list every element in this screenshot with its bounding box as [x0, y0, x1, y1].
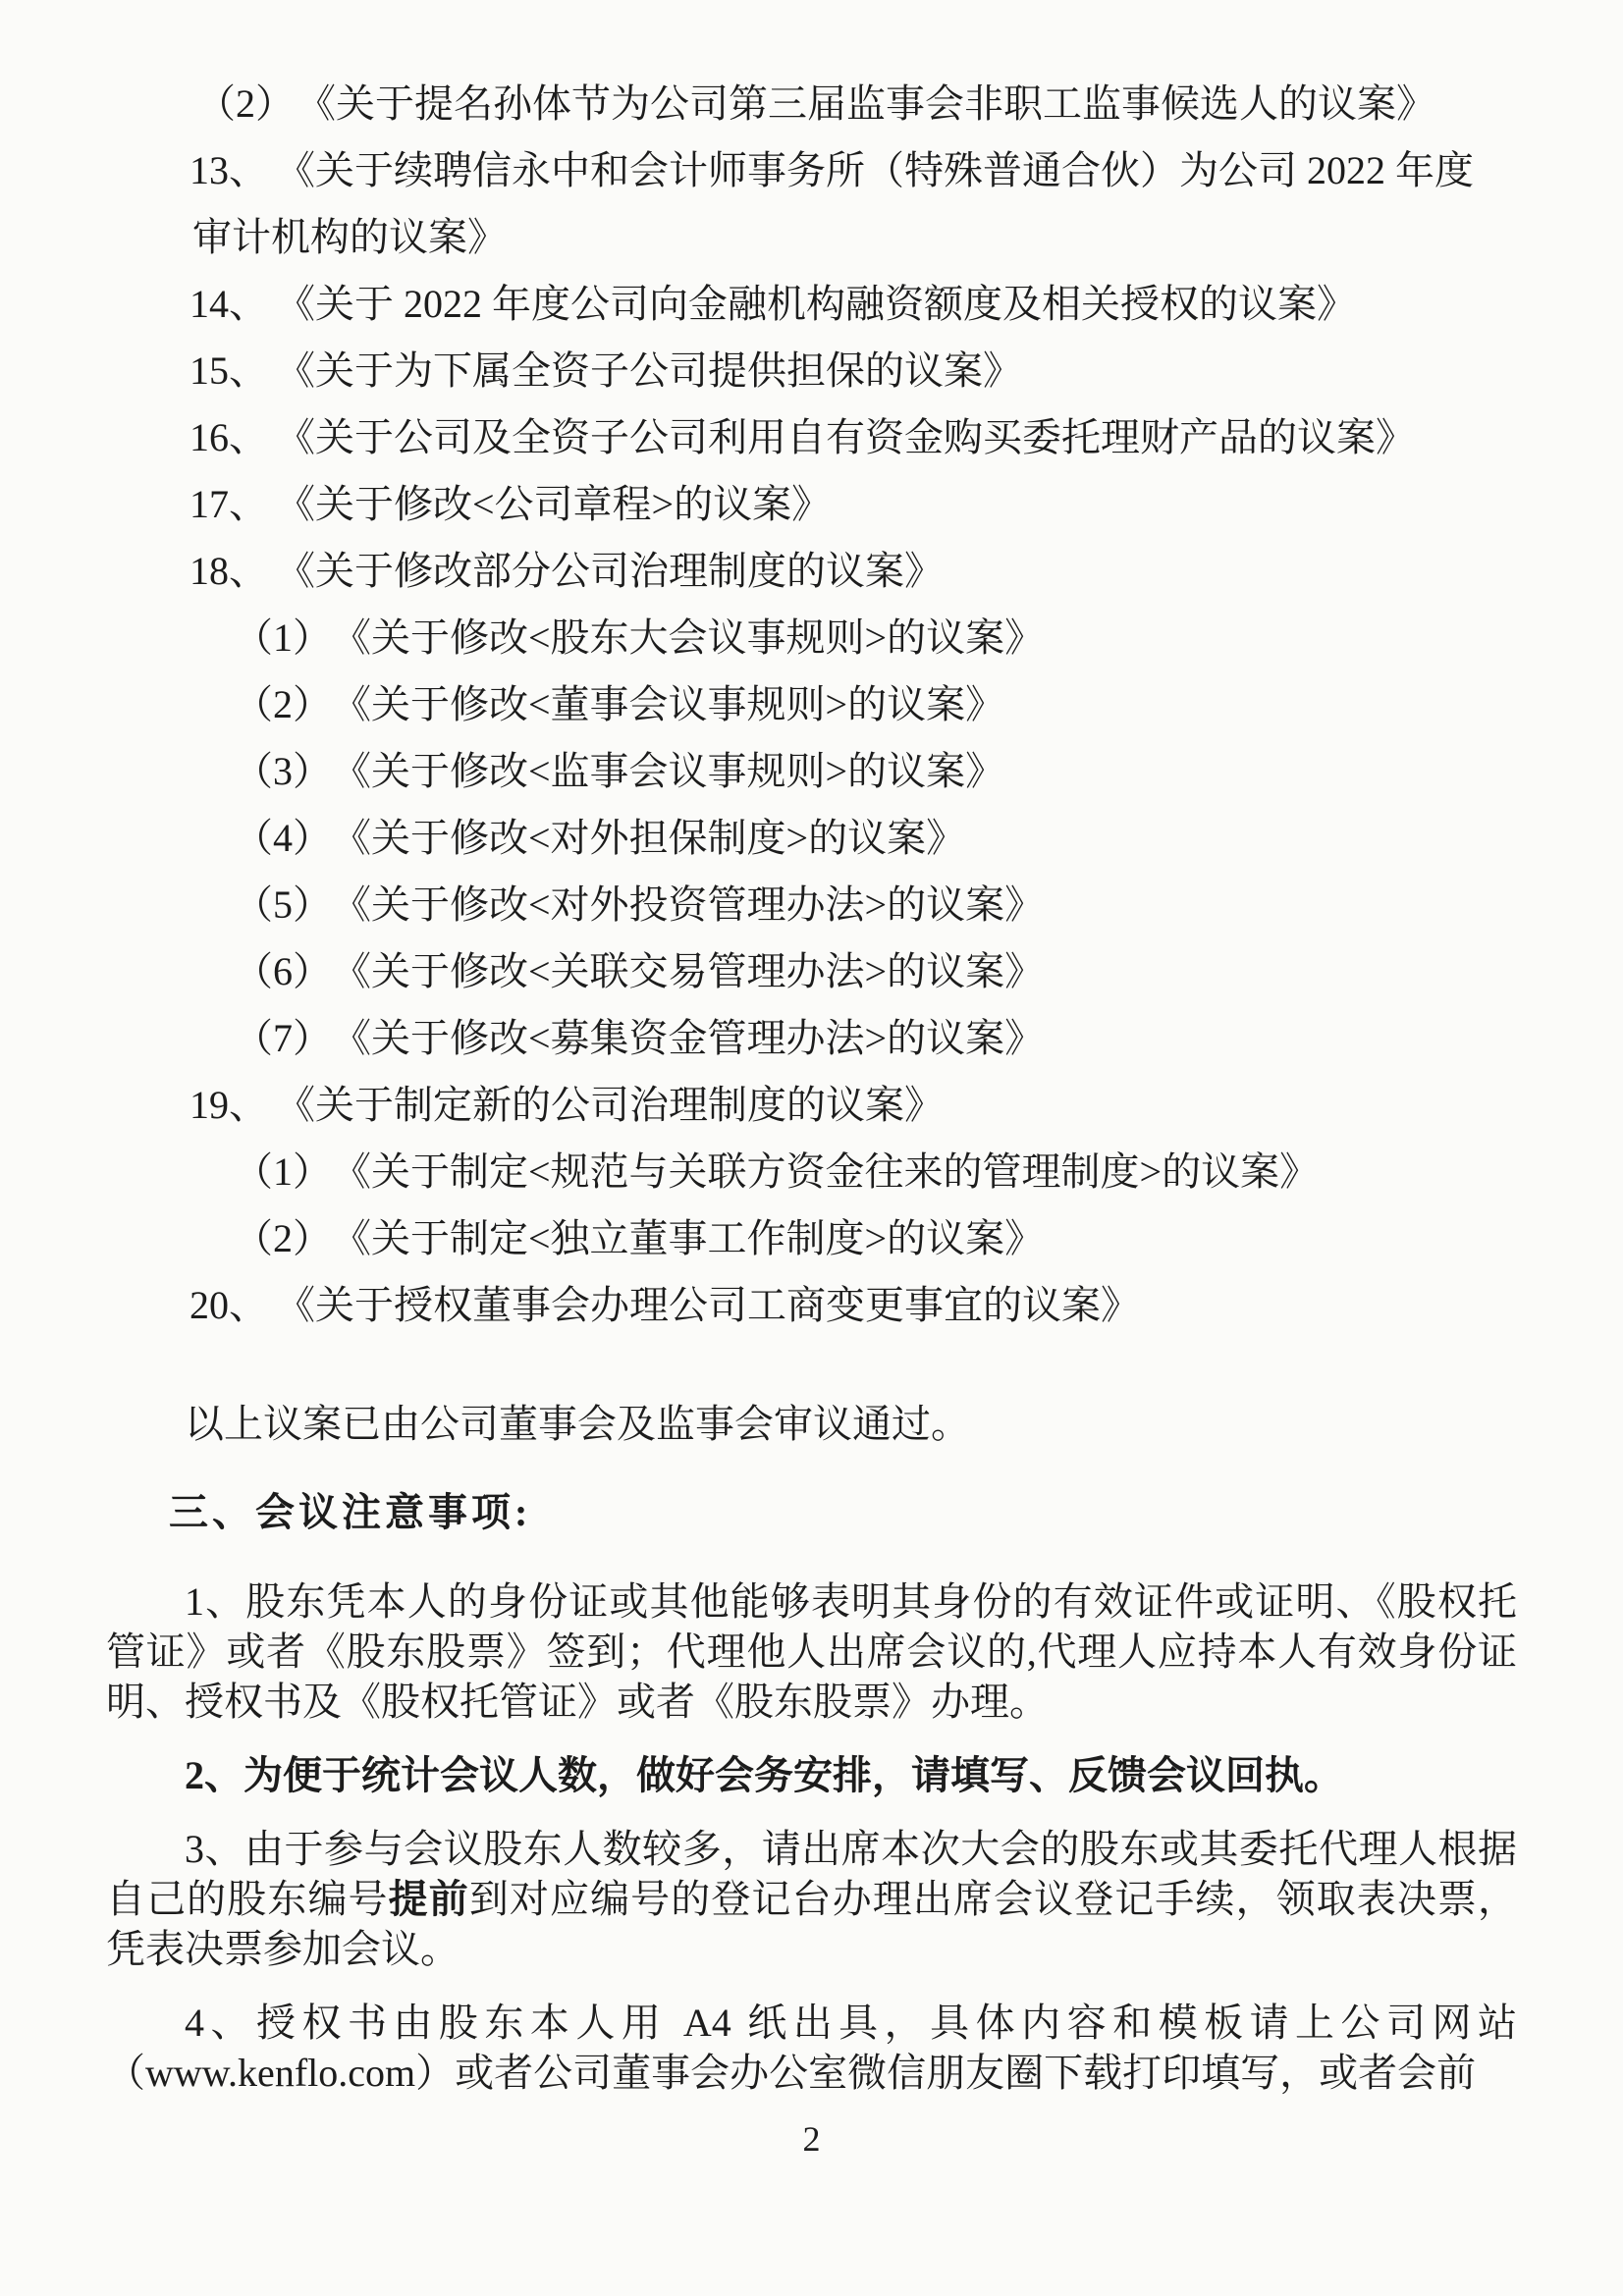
- agenda-item: [106, 1072, 1517, 1139]
- agenda-item-label: （4）: [234, 816, 332, 860]
- agenda-item-label: 16、: [189, 415, 268, 459]
- agenda-item-text: 《关于制定<规范与关联方资金往来的管理制度>的议案》: [332, 1149, 1320, 1194]
- agenda-item: [106, 538, 1517, 605]
- agenda-item-text: 《关于提名孙体节为公司第三届监事会非职工监事候选人的议案》: [297, 81, 1435, 126]
- page-number: 2: [802, 2119, 821, 2159]
- agenda-item: [106, 271, 1517, 338]
- agenda-subitem: [106, 1205, 1517, 1272]
- agenda-item-text: 《关于公司及全资子公司利用自有资金购买委托理财产品的议案》: [276, 415, 1415, 459]
- agenda-item-continuation: [106, 204, 1517, 271]
- note-paragraph-3-text: 3、由于参与会议股东人数较多，请出席本次大会的股东或其委托代理人根据自己的股东编号: [106, 1827, 1517, 1921]
- note-paragraph-3: [106, 1824, 1517, 1974]
- agenda-item-label: 15、: [189, 348, 268, 393]
- note-paragraph-3-emphasis: 提前: [388, 1877, 469, 1921]
- agenda-subitem: [106, 738, 1517, 805]
- note-paragraph-2: 2、为便于统计会议人数，做好会务安排，请填写、反馈会议回执。: [185, 1753, 1343, 1797]
- agenda-item-text: 审计机构的议案》: [192, 215, 507, 259]
- agenda-subitem: [106, 805, 1517, 872]
- note-paragraph-3-text: 到对应编号的登记台办理出席会议登记手续，领取表决票，凭表决票参加会议。: [106, 1877, 1518, 1971]
- agenda-subitem: [106, 671, 1517, 738]
- agenda-item-text: 《关于修改<监事会议事规则>的议案》: [332, 749, 1005, 793]
- agenda-list: [106, 71, 1517, 1339]
- agenda-item: [106, 471, 1517, 538]
- agenda-item-label: 19、: [189, 1083, 268, 1127]
- agenda-item-label: 17、: [189, 482, 268, 526]
- agenda-item-text: 《关于修改<股东大会议事规则>的议案》: [332, 615, 1045, 660]
- agenda-item: [106, 338, 1517, 404]
- agenda-item-text: 《关于制定<独立董事工作制度>的议案》: [332, 1216, 1045, 1260]
- notes-section-heading: 三、会议注意事项:: [169, 1490, 532, 1534]
- agenda-item-label: （5）: [234, 882, 332, 927]
- agenda-item-text: 《关于 2022 年度公司向金融机构融资额度及相关授权的议案》: [276, 282, 1356, 326]
- agenda-item: [106, 404, 1517, 471]
- agenda-item-text: 《关于修改<募集资金管理办法>的议案》: [332, 1016, 1045, 1060]
- agenda-item-text: 《关于修改<对外担保制度>的议案》: [332, 816, 966, 860]
- agenda-item-label: （2）: [234, 1216, 332, 1260]
- agenda-item-label: 14、: [189, 282, 268, 326]
- agenda-item-label: 13、: [189, 148, 268, 192]
- agenda-item-text: 《关于修改部分公司治理制度的议案》: [276, 549, 944, 593]
- agenda-item-label: 20、: [189, 1283, 268, 1327]
- agenda-subitem: [106, 938, 1517, 1005]
- agenda-item-label: （2）: [234, 682, 332, 726]
- agenda-item-label: （1）: [234, 615, 332, 660]
- agenda-item-text: 《关于修改<对外投资管理办法>的议案》: [332, 882, 1045, 927]
- agenda-item-text: 《关于修改<董事会议事规则>的议案》: [332, 682, 1005, 726]
- agenda-subitem: [106, 1139, 1517, 1205]
- agenda-item-label: （2）: [196, 81, 295, 126]
- approval-note: 以上议案已由公司董事会及监事会审议通过。: [185, 1402, 970, 1446]
- agenda-item: [106, 1272, 1517, 1339]
- agenda-item-label: 18、: [189, 549, 268, 593]
- agenda-item-text: 《关于续聘信永中和会计师事务所（特殊普通合伙）为公司 2022 年度: [276, 148, 1474, 192]
- agenda-subitem: [106, 605, 1517, 671]
- agenda-item-text: 《关于授权董事会办理公司工商变更事宜的议案》: [276, 1283, 1140, 1327]
- agenda-item-text: 《关于制定新的公司治理制度的议案》: [276, 1083, 944, 1127]
- agenda-item-text: 《关于为下属全资子公司提供担保的议案》: [276, 348, 1022, 393]
- agenda-item-label: （3）: [234, 749, 332, 793]
- agenda-item-text: 《关于修改<公司章程>的议案》: [276, 482, 832, 526]
- note-paragraph-4: 4、授权书由股东本人用 A4 纸出具，具体内容和模板请上公司网站（www.kenflo.com）或者公司董事会办公室微信朋友圈下载打印填写，或者会前: [106, 2001, 1517, 2095]
- agenda-item-label: （6）: [234, 949, 332, 993]
- note-paragraph-1: 1、股东凭本人的身份证或其他能够表明其身份的有效证件或证明、《股权托管证》或者《股东股票》签到；代理他人出席会议的,代理人应持本人有效身份证明、授权书及《股权托管证》或者《股东股票》办理。: [106, 1579, 1517, 1724]
- agenda-item-label: （7）: [234, 1016, 332, 1060]
- agenda-item: [106, 71, 1517, 137]
- agenda-subitem: [106, 872, 1517, 938]
- agenda-subitem: [106, 1005, 1517, 1072]
- agenda-item-label: （1）: [234, 1149, 332, 1194]
- agenda-item: [106, 137, 1517, 204]
- agenda-item-text: 《关于修改<关联交易管理办法>的议案》: [332, 949, 1045, 993]
